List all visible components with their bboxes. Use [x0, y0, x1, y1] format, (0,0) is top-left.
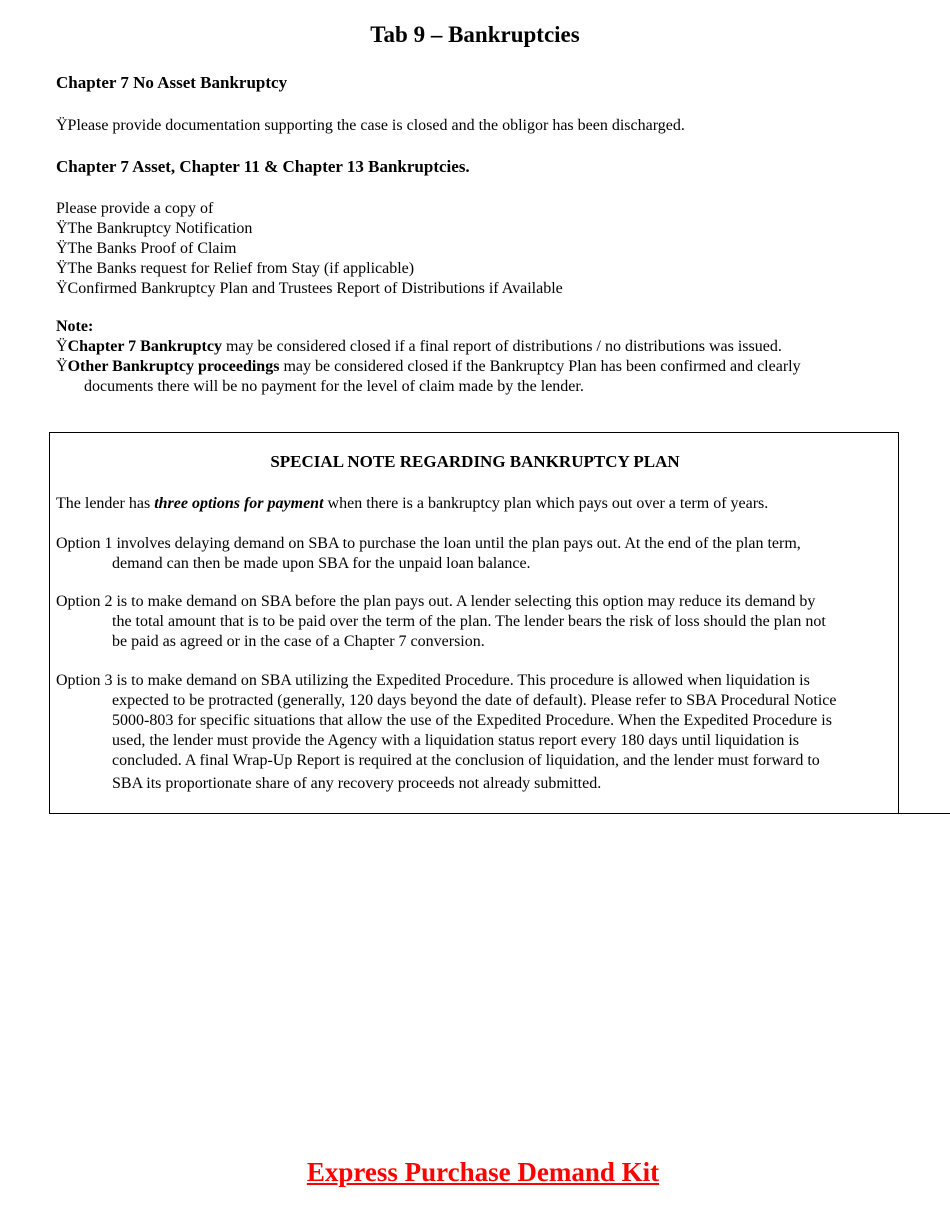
option-line: the total amount that is to be paid over the term of the plan. The lender bears the risk of loss should the plan not: [112, 613, 826, 630]
section-heading-chapter-asset: Chapter 7 Asset, Chapter 11 & Chapter 13 Bankruptcies.: [56, 157, 470, 176]
box-border-extension: [899, 813, 950, 814]
list-item: ŸConfirmed Bankruptcy Plan and Trustees Report of Distributions if Available: [56, 280, 563, 297]
option-1: [56, 534, 896, 574]
list-item: ŸThe Banks Proof of Claim: [56, 240, 237, 257]
special-note-title: SPECIAL NOTE REGARDING BANKRUPTCY PLAN: [270, 452, 680, 471]
intro-emphasis: three options for payment: [154, 495, 324, 512]
note-block: [56, 317, 916, 397]
option-line: SBA its proportionate share of any recovery proceeds not already submitted.: [112, 775, 602, 792]
section2-list: [56, 199, 916, 299]
note-item-text: may be considered closed if a final report of distributions / no distributions was issued.: [221, 338, 782, 355]
option-line: be paid as agreed or in the case of a Chapter 7 conversion.: [112, 633, 485, 650]
option-line: Option 1 involves delaying demand on SBA to purchase the loan until the plan pays out. At the end of the plan term,: [56, 535, 801, 552]
note-item-continuation: documents there will be no payment for the level of claim made by the lender.: [84, 378, 584, 395]
note-item-chapter7: [56, 337, 916, 357]
option-line: demand can then be made upon SBA for the unpaid loan balance.: [112, 555, 531, 572]
option-3: [56, 671, 896, 794]
note-label: Note:: [56, 318, 94, 335]
section1-item: ŸPlease provide documentation supporting the case is closed and the obligor has been discharged.: [56, 117, 685, 134]
section2-intro: Please provide a copy of: [56, 200, 214, 217]
note-item-other: [56, 357, 916, 377]
option-line: concluded. A final Wrap-Up Report is required at the conclusion of liquidation, and the lender must forward to: [112, 752, 820, 769]
list-item: ŸThe Banks request for Relief from Stay (if applicable): [56, 260, 415, 277]
option-line: Option 2 is to make demand on SBA before the plan pays out. A lender selecting this option may reduce its demand by: [56, 593, 816, 610]
intro-text: The lender has: [56, 495, 155, 512]
special-note-intro: [56, 494, 896, 514]
section-heading-chapter7-no-asset: Chapter 7 No Asset Bankruptcy: [56, 73, 288, 92]
option-line: 5000-803 for specific situations that allow the use of the Expedited Procedure. When the Expedited Procedure is: [112, 712, 832, 729]
option-line: Option 3 is to make demand on SBA utilizing the Expedited Procedure. This procedure is allowed when liquidation is: [56, 672, 810, 689]
box-border-gap: [899, 790, 901, 814]
note-item-bold: Chapter 7 Bankruptcy: [67, 338, 222, 355]
option-2: [56, 592, 896, 652]
option-line: used, the lender must provide the Agency with a liquidation status report every 180 days until liquidation is: [112, 732, 799, 749]
option-line: expected to be protracted (generally, 120 days beyond the date of default). Please refer to SBA Procedural Notice: [112, 692, 837, 709]
bullet: Ÿ: [56, 338, 68, 355]
list-item: ŸThe Bankruptcy Notification: [56, 220, 253, 237]
note-item-text: may be considered closed if the Bankruptcy Plan has been confirmed and clearly: [279, 358, 801, 375]
page-title: Tab 9 – Bankruptcies: [370, 22, 580, 47]
bullet: Ÿ: [56, 358, 68, 375]
intro-text: when there is a bankruptcy plan which pays out over a term of years.: [323, 495, 769, 512]
footer-kit-title: Express Purchase Demand Kit: [306, 1157, 660, 1187]
note-item-bold: Other Bankruptcy proceedings: [67, 358, 280, 375]
